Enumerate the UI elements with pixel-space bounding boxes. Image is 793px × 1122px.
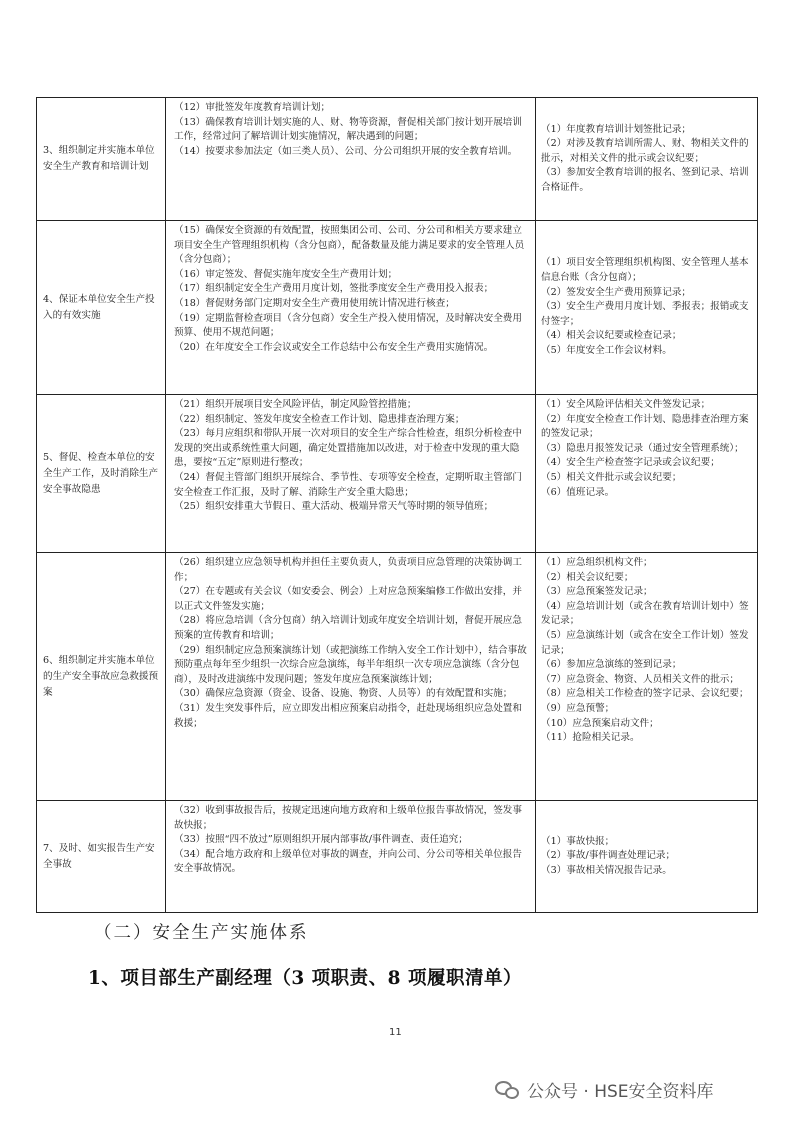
record-cell — [536, 553, 758, 801]
record-cell — [536, 395, 758, 553]
duty-detail-cell — [166, 801, 536, 913]
duty-line: （24）督促主管部门组织开展综合、季节性、专项等安全检查，定期听取主管部门安全检查工作汇报，及时了解、消除生产安全重大隐患； — [174, 471, 522, 498]
duty-line: （19）定期监督检查项目（含分包商）安全生产投入使用情况，及时解决安全费用预算、使用不规范问题； — [174, 312, 522, 339]
duty-line: （23）每月应组织和带队开展一次对项目的安全生产综合性检查，组织分析检查中发现的突出或系统性重大问题，确定处置措施加以改进，对于检查中发现的重大隐患，要按“五定”原则进行整改； — [174, 428, 522, 469]
duty-line: （33）按照“四不放过”原则组织开展内部事故/事件调查、责任追究； — [174, 834, 468, 846]
duty-line: （30）确保应急资源（资金、设备、设施、物资、人员等）的有效配置和实施； — [174, 688, 513, 700]
record-line: （1）事故快报； — [541, 835, 615, 847]
table-row — [37, 395, 758, 553]
duty-detail-cell — [166, 98, 536, 221]
record-line: （1）项目安全管理组织机构图、安全管理人基本信息台账（含分包商）； — [541, 257, 749, 284]
record-line: （2）对涉及教育培训所需人、财、物相关文件的批示，对相关文件的批示或会议纪要； — [541, 138, 749, 164]
duty-line: （31）发生突发事件后，应立即发出相应预案启动指令，赶赴现场组织应急处置和救援； — [174, 702, 522, 729]
record-line: （4）相关会议纪要或检查记录； — [541, 330, 682, 342]
duty-line: （16）审定签发、督促实施年度安全生产费用计划； — [174, 268, 398, 280]
table-row — [37, 801, 758, 913]
record-line: （6）参加应急演练的签到记录； — [541, 659, 682, 671]
duty-line: （29）组织制定应急预案演练计划（或把演练工作纳入安全工作计划中），结合事故预防重点每年至少组织一次综合应急演练，每半年组织一次专项应急演练（含分包商），及时改进演练中发现问题；签发年度应急预案演练计划； — [174, 644, 527, 685]
record-line: （8）应急相关工作检查的签字记录、会议纪要； — [541, 688, 749, 700]
record-line: （2）签发安全生产费用预算记录； — [541, 286, 692, 298]
record-line: （7）应急资金、物资、人员相关文件的批示； — [541, 673, 739, 685]
duty-line: （15）确保安全资源的有效配置，按照集团公司、公司、分公司和相关方要求建立项目安全生产管理组织机构（含分包商），配备数量及能力满足要求的安全管理人员（含分包商）； — [174, 225, 525, 266]
duty-line: （26）组织建立应急领导机构并担任主要负责人，负责项目应急管理的决策协调工作； — [174, 557, 522, 583]
page-number: 11 — [389, 1027, 402, 1038]
record-line: （3）参加安全教育培训的报名、签到记录、培训合格证件。 — [541, 167, 749, 193]
duty-item-cell: 7、及时、如实报告生产安全事故 — [37, 801, 166, 913]
table-row — [37, 221, 758, 395]
section-heading: （二）安全生产实施体系 — [94, 923, 309, 943]
responsibility-table — [36, 97, 758, 913]
record-line: （1）应急组织机构文件； — [541, 557, 653, 568]
duty-item-cell: 6、组织制定并实施本单位的生产安全事故应急救援预案 — [37, 553, 166, 801]
record-line: （5）应急演练计划（或含在安全工作计划）签发记录； — [541, 629, 749, 656]
duty-line: （14）按要求参加法定（如三类人员）、公司、分公司组织开展的安全教育培训。 — [174, 145, 518, 157]
record-line: （3）应急预案签发记录； — [541, 586, 653, 598]
duty-item-cell: 4、保证本单位安全生产投入的有效实施 — [37, 221, 166, 395]
record-line: （10）应急预案启动文件； — [541, 717, 659, 729]
record-line: （9）应急预警； — [541, 702, 615, 714]
record-line: （2）相关会议纪要； — [541, 571, 634, 583]
record-line: （3）隐患月报签发记录（通过安全管理系统）； — [541, 442, 744, 454]
record-line: （2）事故/事件调查处理记录； — [541, 850, 676, 862]
duty-line: （18）督促财务部门定期对安全生产费用使用统计情况进行核查； — [174, 297, 455, 309]
duty-line: （25）组织安排重大节假日、重大活动、极端异常天气等时期的领导值班； — [174, 501, 494, 513]
record-cell — [536, 98, 758, 221]
duty-line: （21）组织开展项目安全风险评估，制定风险管控措施； — [174, 399, 417, 410]
subsection-heading: 1、项目部生产副经理（3 项职责、8 项履职清单） — [88, 968, 523, 989]
record-line: （3）事故相关情况报告记录。 — [541, 864, 672, 876]
duty-detail-cell — [166, 221, 536, 395]
table-row — [37, 553, 758, 801]
duty-line: （34）配合地方政府和上级单位对事故的调查，并向公司、分公司等相关单位报告安全事故情况。 — [174, 848, 522, 875]
watermark — [495, 1077, 714, 1102]
record-cell — [536, 801, 758, 913]
table-row — [37, 98, 758, 221]
duty-line: （12）审批签发年度教育培训计划； — [174, 102, 331, 113]
duty-line: （17）组织制定安全生产费用月度计划，签批季度安全生产费用投入报表； — [174, 283, 494, 295]
duty-item-cell: 5、督促、检查本单位的安全生产工作，及时消除生产安全事故隐患 — [37, 395, 166, 553]
duty-detail-cell — [166, 553, 536, 801]
record-line: （2）年度安全检查工作计划、隐患排查治理方案的签发记录； — [541, 413, 749, 440]
record-line: （5）相关文件批示或会议纪要； — [541, 471, 682, 483]
record-cell — [536, 221, 758, 395]
record-line: （1）年度教育培训计划签批记录； — [541, 123, 692, 135]
wechat-icon — [495, 1079, 521, 1101]
record-line: （4）应急培训计划（或含在教育培训计划中）签发记录； — [541, 600, 749, 627]
record-line: （4）安全生产检查签字记录或会议纪要； — [541, 457, 720, 469]
duty-line: （32）收到事故报告后，按规定迅速向地方政府和上级单位报告事故情况，签发事故快报； — [174, 805, 522, 831]
record-line: （6）值班记录。 — [541, 486, 615, 498]
duty-line: （22）组织制定、签发年度安全检查工作计划、隐患排查治理方案； — [174, 413, 465, 425]
duty-line: （28）将应急培训（含分包商）纳入培训计划或年度安全培训计划，督促开展应急预案的宣传教育和培训； — [174, 615, 522, 641]
duty-line: （13）确保教育培训计划实施的人、财、物等资源，督促相关部门按计划开展培训工作，经常过问了解培训计划实施情况，解决遇到的问题； — [174, 116, 522, 143]
duty-line: （27）在专题或有关会议（如安委会、例会）上对应急预案编修工作做出安排，并以正式文件签发实施； — [174, 586, 522, 612]
record-line: （1）安全风险评估相关文件签发记录； — [541, 399, 711, 410]
duty-item-cell: 3、组织制定并实施本单位安全生产教育和培训计划 — [37, 98, 166, 221]
record-line: （5）年度安全工作会议材料。 — [541, 344, 672, 356]
duty-detail-cell — [166, 395, 536, 553]
record-line: （11）抢险相关记录。 — [541, 732, 640, 744]
watermark-text: 公众号 · HSE安全资料库 — [527, 1082, 714, 1102]
record-line: （3）安全生产费用月度计划、季报表；报销或支付签字； — [541, 301, 749, 327]
duty-line: （20）在年度安全工作会议或安全工作总结中公布安全生产费用实施情况。 — [174, 341, 494, 353]
